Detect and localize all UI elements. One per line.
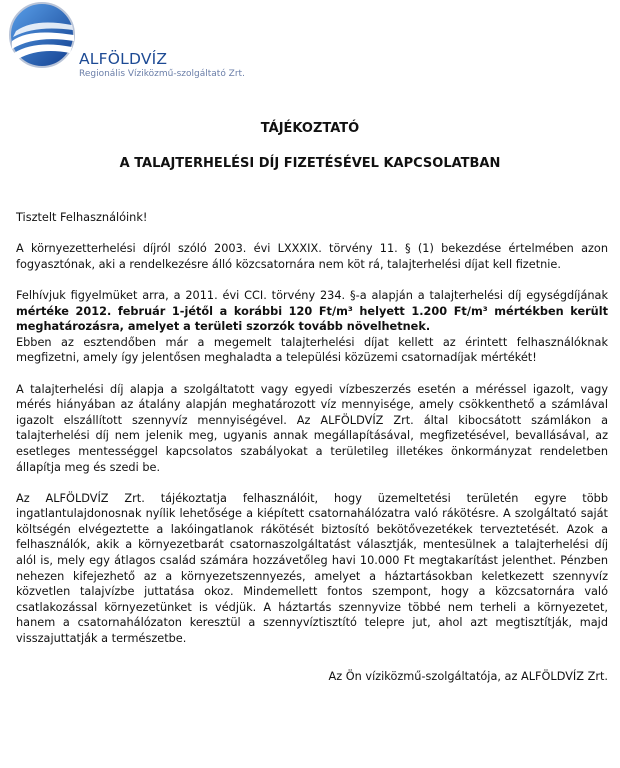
paragraph-2	[16, 288, 608, 335]
paragraph-2-text: Felhívjuk figyelmüket arra, a 2011. évi CCI. törvény 234. §-a alapján a talajterhelési díj egységdíjának	[16, 288, 608, 302]
logo-company-subtitle: Regionális Víziközmű-szolgáltató Zrt.	[79, 69, 245, 79]
document-body	[16, 210, 608, 700]
paragraph-5: Az ALFÖLDVÍZ Zrt. tájékoztatja felhasználóit, hogy üzemeltetési területén egyre több ingatlantulajdonosnak nyílik lehetősége a kiépített csatornahálózatra való rákötésre. A szolgáltató saját költségén elvégeztette a lakóingatlanok rákötését biztosító bekötővezetékek terveztetését. Azok a felhasználók, akik a környezetbarát csatornaszolgáltatást választják, mentesülnek a talajterhelési díj alól is, mely egy átlagos család számára hozzávetőleg havi 10.000 Ft megtakarítást jelenthet. Pénzben nehezen kifejezhető az a környezetszennyezés, amelyet a háztartásokban keletkezett szennyvíz közvetlen talajvízbe juttatása okoz. Mindemellett fontos szempont, hogy a közcsatornára való csatlakozással környezetünket is védjük. A háztartás szennyvize többé nem terheli a környezetet, hanem a csatornahálózaton keresztül a szennyvíztisztító telepre jut, ahol azt megtisztítják, majd visszajuttatják a természetbe.	[16, 491, 608, 646]
water-drop-logo-icon	[6, 1, 84, 73]
signature: Az Ön víziközmű-szolgáltatója, az ALFÖLDVÍZ Zrt.	[328, 669, 608, 683]
paragraph-3: Ebben az esztendőben már a megemelt talajterhelési díjat kellett az érintett felhasználóknak megfizetni, amely így jelentősen meghaladta a települési közüzemi csatornadíjak mértékét!	[16, 335, 608, 365]
paragraph-1: A környezetterhelési díjról szóló 2003. évi LXXXIX. törvény 11. § (1) bekezdése értelmében azon fogyasztónak, aki a rendelkezésre álló közcsatornára nem köt rá, talajterhelési díjat kell fizetnie.	[16, 242, 608, 271]
logo-company-name: ALFÖLDVÍZ	[79, 50, 168, 68]
greeting: Tisztelt Felhasználóink!	[16, 211, 148, 224]
paragraph-2-bold: mértéke 2012. február 1-jétől a korábbi 120 Ft/m³ helyett 1.200 Ft/m³ mértékben került meghatározásra, amelyet a területi szorzók tovább növelhetnek.	[16, 304, 608, 334]
paragraph-4: A talajterhelési díj alapja a szolgáltatott vagy egyedi vízbeszerzés esetén a méréssel igazolt, vagy mérés hiányában az átalány alapján meghatározott víz mennyisége, amely csökkenthető a számlával igazolt elszállított szennyvíz mennyiségével. Az ALFÖLDVÍZ Zrt. által kibocsátott számlákon a talajterhelési díj nem jelenik meg, ugyanis annak megállapításával, megfizetésével, bevallásával, az esetleges mentességgel kapcsolatos szabályokat a területileg illetékes önkormányzat rendeletben állapítja meg és szedi be.	[16, 382, 608, 474]
document-subtitle: A TALAJTERHELÉSI DÍJ FIZETÉSÉVEL KAPCSOLATBAN	[119, 156, 501, 171]
company-logo	[5, 0, 245, 85]
document-title: TÁJÉKOZTATÓ	[260, 121, 360, 136]
